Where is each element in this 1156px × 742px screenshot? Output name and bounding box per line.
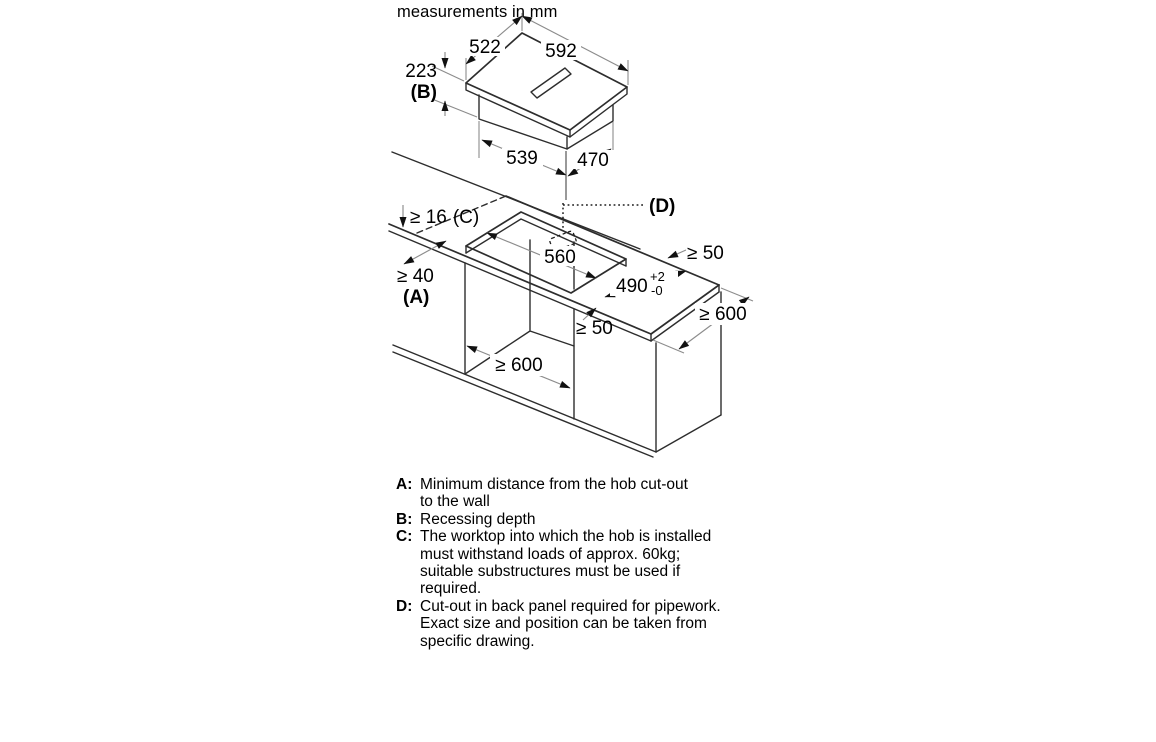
legend-text: Exact size and position can be taken from xyxy=(420,615,707,633)
legend-text: to the wall xyxy=(420,493,490,511)
legend-row xyxy=(396,615,786,632)
dim-490-label: 490 xyxy=(616,276,648,297)
legend-text: specific drawing. xyxy=(420,632,535,650)
dim-470-label: 470 xyxy=(577,150,609,171)
legend-text: The worktop into which the hob is installed xyxy=(420,528,712,546)
hob-plate-edge-left xyxy=(466,83,570,137)
dim-40A-label: ≥ 40 xyxy=(397,266,434,287)
legend-row xyxy=(396,598,786,615)
dim-600-depth-label: ≥ 600 xyxy=(699,304,747,325)
legend-row xyxy=(396,493,786,510)
dim-D-tag-label: (D) xyxy=(649,196,676,217)
legend-text: suitable substructures must be used if xyxy=(420,563,681,581)
dim-560-label: 560 xyxy=(544,247,576,268)
ext-600-front xyxy=(653,340,684,353)
dim-522-label: 522 xyxy=(469,37,501,58)
legend-text: must withstand loads of approx. 60kg; xyxy=(420,545,681,563)
legend-text: Recessing depth xyxy=(420,510,536,528)
dim-592-label: 592 xyxy=(545,41,577,62)
dim-539-label: 539 xyxy=(506,148,538,169)
legend-row xyxy=(396,633,786,650)
legend-row xyxy=(396,580,786,597)
dim-40A-tag-label: (A) xyxy=(403,287,430,308)
legend-row xyxy=(396,511,786,528)
dim-50-side-label: ≥ 50 xyxy=(687,243,724,264)
dim-223-tag-label: (B) xyxy=(410,82,437,103)
legend-text: Cut-out in back panel required for pipework. xyxy=(420,597,721,615)
dim-490-tolerance-minus: -0 xyxy=(651,283,663,298)
ext-600-back xyxy=(721,288,753,301)
legend-row xyxy=(396,476,786,493)
ext-223-bottom xyxy=(432,99,477,117)
dim-600-cabinet-label: ≥ 600 xyxy=(495,355,543,376)
legend-row xyxy=(396,563,786,580)
dim-223-label: 223 xyxy=(405,61,437,82)
legend-text: Minimum distance from the hob cut-out xyxy=(420,476,688,493)
legend-row xyxy=(396,546,786,563)
cabinet-interior-floor-back xyxy=(530,331,574,346)
dim-50-under-label: ≥ 50 xyxy=(576,318,613,339)
legend-key: A: xyxy=(396,476,413,493)
dim-490-tolerance-plus: +2 xyxy=(650,269,665,284)
hob-vent-slot xyxy=(531,68,571,98)
legend-row xyxy=(396,528,786,545)
legend-key: C: xyxy=(396,528,413,546)
legend-key: B: xyxy=(396,510,413,528)
hob-body xyxy=(479,95,613,149)
legend-text: required. xyxy=(420,580,482,598)
cabinet-bottom-right-edge xyxy=(656,415,721,452)
page-title: measurements in mm xyxy=(397,3,558,21)
legend-key: D: xyxy=(396,597,413,615)
dimension-labels xyxy=(397,37,747,376)
legend xyxy=(396,476,786,650)
dim-50-side-leader xyxy=(668,250,686,258)
dim-16C-label: ≥ 16 (C) xyxy=(410,207,480,228)
